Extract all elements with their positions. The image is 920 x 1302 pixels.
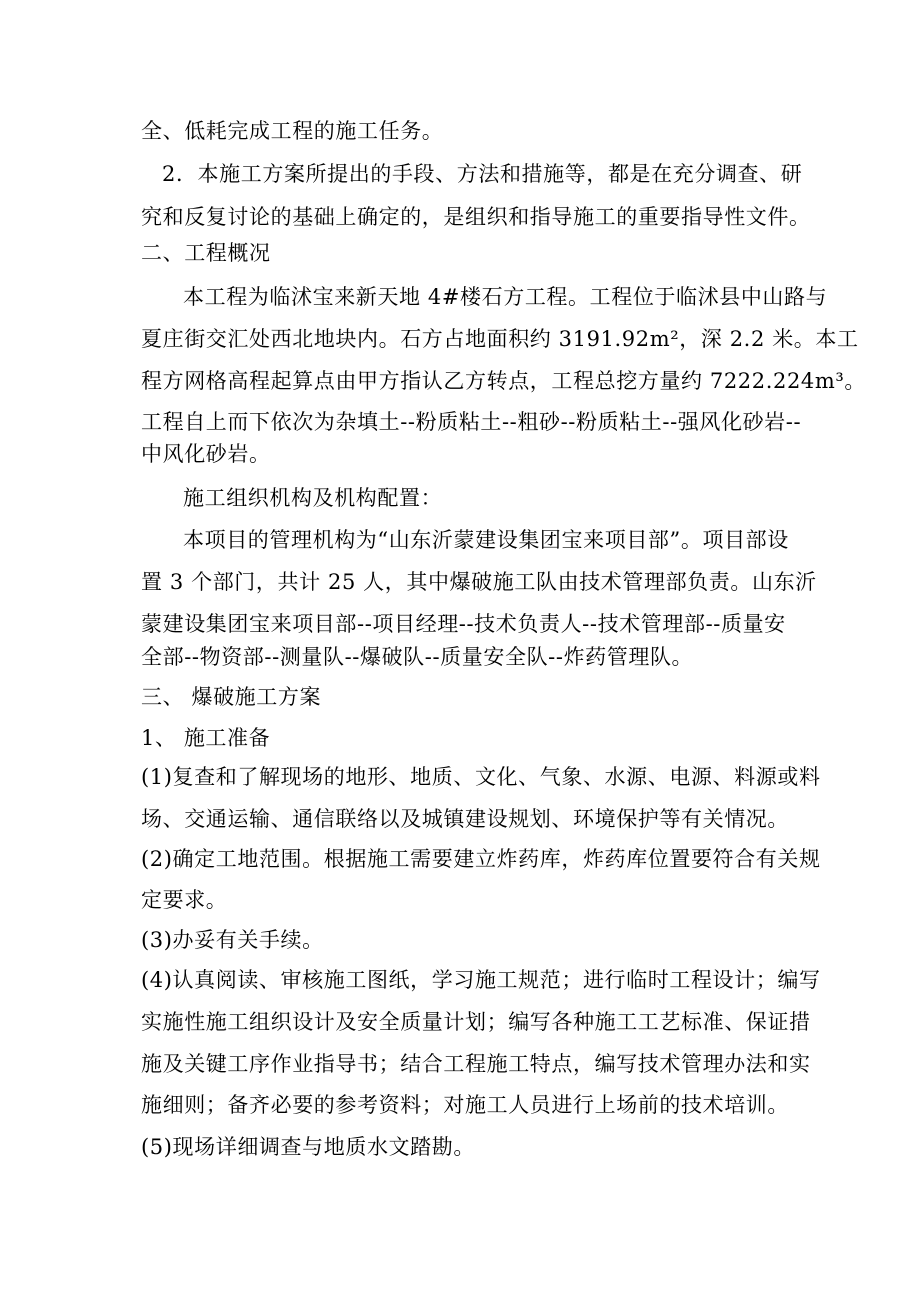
section-heading: 三、 爆破施工方案 — [141, 685, 322, 709]
text-line: (2)确定工地范围。根据施工需要建立炸药库，炸药库位置要符合有关规 — [141, 847, 821, 871]
text-line: 定要求。 — [141, 888, 228, 912]
text-line: 施细则；备齐必要的参考资料；对施工人员进行上场前的技术培训。 — [141, 1093, 789, 1117]
text-line: 夏庄街交汇处西北地块内。石方占地面积约 3191.92m²，深 2.2 米。本工 — [141, 327, 859, 351]
text-line: 全、低耗完成工程的施工任务。 — [141, 119, 444, 143]
text-line: 施及关键工序作业指导书；结合工程施工特点，编写技术管理办法和实 — [141, 1052, 811, 1076]
text-line: 2．本施工方案所提出的手段、方法和措施等，都是在充分调查、研 — [162, 162, 803, 186]
text-line: 全部--物资部--测量队--爆破队--质量安全队--炸药管理队。 — [141, 645, 694, 669]
text-line: 程方网格高程起算点由甲方指认乙方转点，工程总挖方量约 7222.224m³。 — [141, 369, 867, 393]
text-line: (3)办妥有关手续。 — [141, 928, 324, 952]
text-line: 场、交通运输、通信联络以及城镇建设规划、环境保护等有关情况。 — [141, 807, 789, 831]
subheading: 施工组织机构及机构配置： — [183, 486, 443, 510]
text-line: (4)认真阅读、审核施工图纸，学习施工规范；进行临时工程设计；编写 — [141, 968, 821, 992]
text-line: 置 3 个部门，共计 25 人，其中爆破施工队由技术管理部负责。山东沂 — [141, 570, 817, 594]
text-line: (5)现场详细调查与地质水文踏勘。 — [141, 1135, 475, 1159]
text-line: 实施性施工组织设计及安全质量计划；编写各种施工工艺标准、保证措 — [141, 1010, 811, 1034]
subheading: 1、 施工准备 — [141, 726, 271, 750]
text-line: 究和反复讨论的基础上确定的，是组织和指导施工的重要指导性文件。 — [141, 205, 811, 229]
text-line: 蒙建设集团宝来项目部--项目经理--技术负责人--技术管理部--质量安 — [141, 612, 786, 636]
text-line: (1)复查和了解现场的地形、地质、文化、气象、水源、电源、料源或料 — [141, 765, 821, 789]
text-line: 本工程为临沭宝来新天地 4#楼石方工程。工程位于临沭县中山路与 — [183, 285, 828, 309]
section-heading: 二、工程概况 — [141, 241, 271, 265]
text-line: 中风化砂岩。 — [141, 442, 271, 466]
text-line: 本项目的管理机构为“山东沂蒙建设集团宝来项目部”。项目部设 — [183, 528, 789, 552]
text-line: 工程自上而下依次为杂填土--粉质粘土--粗砂--粉质粘土--强风化砂岩-- — [141, 410, 802, 434]
